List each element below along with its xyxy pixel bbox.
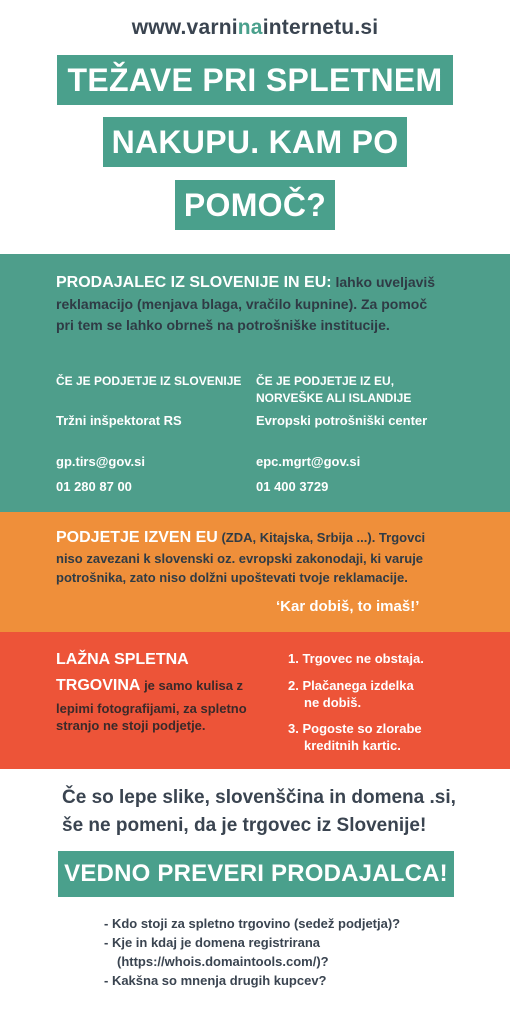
fake-lead-line-2: TRGOVINA xyxy=(56,677,141,694)
slovenia-heading: ČE JE PODJETJE IZ SLOVENIJE xyxy=(56,374,242,388)
site-url-prefix: www.varni xyxy=(131,16,238,39)
non-eu-lead: PODJETJE IZVEN EU xyxy=(56,529,218,546)
eu-text-1: lahko uveljaviš xyxy=(331,274,436,290)
eu-lead: PRODAJALEC IZ SLOVENIJE IN EU: xyxy=(56,274,332,291)
eu-intro-line-1 xyxy=(56,272,435,293)
headline-line-3: POMOČ? xyxy=(175,180,335,230)
fake-item-3-line-1: 3. Pogoste so zlorabe xyxy=(288,721,422,736)
site-url-accent: na xyxy=(237,16,263,39)
eu-text-3: pri tem se lahko obrneš na potrošniške institucije. xyxy=(56,317,390,333)
question-2-line-1: - Kje in kdaj je domena registrirana xyxy=(104,935,321,950)
eu-section xyxy=(0,254,510,512)
eu-phone: 01 400 3729 xyxy=(256,479,329,494)
fake-text-2: lepimi fotografijami, za spletno xyxy=(56,701,247,716)
fake-item-1: 1. Trgovec ne obstaja. xyxy=(288,651,424,666)
site-url xyxy=(0,16,510,40)
question-3: - Kakšna so mnenja drugih kupcev? xyxy=(104,973,327,988)
fake-item-2-line-2: ne dobiš. xyxy=(304,695,362,710)
question-1: - Kdo stoji za spletno trgovino (sedež podjetja)? xyxy=(104,916,401,931)
eu-email[interactable]: epc.mgrt@gov.si xyxy=(256,454,361,469)
fake-shop-section xyxy=(0,632,510,769)
check-seller-banner: VEDNO PREVERI PRODAJALCA! xyxy=(58,851,454,897)
non-eu-text-2: niso zavezani k slovenski oz. evropski zakonodaji, ki varuje xyxy=(56,551,424,566)
headline-line-2: NAKUPU. KAM PO xyxy=(103,117,407,167)
fake-item-2-line-1: 2. Plačanega izdelka xyxy=(288,678,414,693)
fake-text-1: je samo kulisa z xyxy=(140,678,244,693)
headline-line-1: TEŽAVE PRI SPLETNEM xyxy=(57,55,453,105)
fake-item-3-line-2: kreditnih kartic. xyxy=(304,738,401,753)
non-eu-text-1: (ZDA, Kitajska, Srbija ...). Trgovci xyxy=(217,530,426,545)
eu-heading-line-2: NORVEŠKE ALI ISLANDIJE xyxy=(256,391,412,405)
question-2-line-2[interactable]: (https://whois.domaintools.com/)? xyxy=(117,954,329,969)
fake-lead-line-1: LAŽNA SPLETNA xyxy=(56,651,189,668)
site-url-suffix: internetu.si xyxy=(262,16,379,39)
eu-text-2: reklamacijo (menjava blaga, vračilo kupnine). Za pomoč xyxy=(56,296,428,312)
slovenia-email[interactable]: gp.tirs@gov.si xyxy=(56,454,146,469)
eu-heading-line-1: ČE JE PODJETJE IZ EU, xyxy=(256,374,395,388)
non-eu-quote: ‘Kar dobiš, to imaš!’ xyxy=(276,598,420,615)
fake-text-3: stranjo ne stoji podjetje. xyxy=(56,718,206,733)
non-eu-section xyxy=(0,512,510,632)
slovenia-institution: Tržni inšpektorat RS xyxy=(56,413,182,428)
warning-line-1: Če so lepe slike, slovenščina in domena .si, xyxy=(62,787,456,808)
warning-line-2: še ne pomeni, da je trgovec iz Slovenije! xyxy=(62,815,427,836)
eu-institution: Evropski potrošniški center xyxy=(256,413,428,428)
slovenia-phone: 01 280 87 00 xyxy=(56,479,132,494)
non-eu-text-3: potrošnika, zato niso dolžni upoštevati tvoje reklamacije. xyxy=(56,570,408,585)
